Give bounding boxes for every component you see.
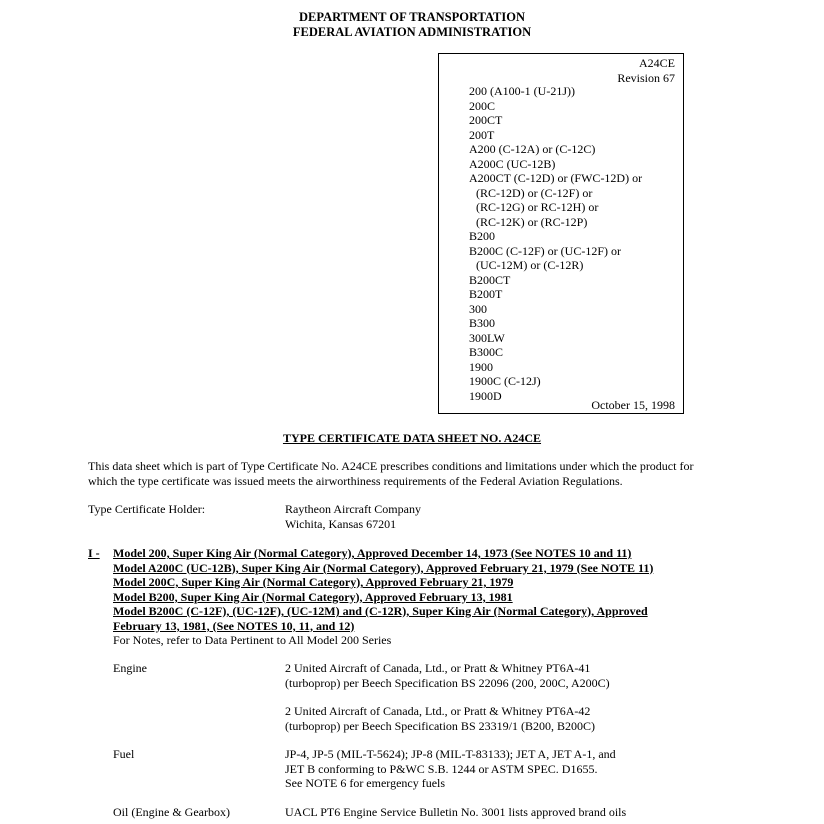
model-list-item: 1900D xyxy=(469,388,502,403)
model-list-item: 300LW xyxy=(469,330,505,345)
model-list-item: B300C xyxy=(469,345,504,359)
model-approval-line: February 13, 1981, (See NOTES 10, 11, and 12) xyxy=(113,618,355,633)
fuel-line: JET B conforming to P&WC S.B. 1244 or ASTM SPEC. D1655. xyxy=(285,761,598,776)
model-list-item: A200C (UC-12B) xyxy=(469,156,556,171)
model-approval-line: Model B200, Super King Air (Normal Category), Approved February 13, 1981 xyxy=(113,589,513,604)
revision-number: Revision 67 xyxy=(617,70,675,85)
holder-value xyxy=(285,502,421,531)
notes-reference: For Notes, refer to Data Pertinent to All Model 200 Series xyxy=(113,633,392,647)
engine-entry-1 xyxy=(285,661,610,690)
department-name: DEPARTMENT OF TRANSPORTATION xyxy=(299,10,525,24)
model-list-item: (RC-12K) or (RC-12P) xyxy=(476,214,588,229)
holder-label: Type Certificate Holder: xyxy=(88,502,206,516)
model-list-item: 1900 xyxy=(469,359,493,374)
holder-name: Raytheon Aircraft Company xyxy=(285,502,421,516)
certificate-number: A24CE xyxy=(639,56,675,70)
data-sheet-title: TYPE CERTIFICATE DATA SHEET NO. A24CE xyxy=(282,431,542,445)
fuel-label: Fuel xyxy=(113,747,135,761)
model-list xyxy=(469,84,642,403)
fuel-line: See NOTE 6 for emergency fuels xyxy=(285,776,446,790)
model-list-item: 200T xyxy=(469,127,495,142)
engine-line: (turboprop) per Beech Specification BS 23319/1 (B200, B200C) xyxy=(285,718,595,733)
intro-line: This data sheet which is part of Type Certificate No. A24CE prescribes conditions and limitations under which the product for xyxy=(88,459,694,473)
model-list-item: 1900C (C-12J) xyxy=(469,374,541,388)
model-list-item: B200CT xyxy=(469,272,511,287)
document-header xyxy=(0,10,824,39)
model-approval-line: Model A200C (UC-12B), Super King Air (Normal Category), Approved February 21, 1979 (See NOTE 11) xyxy=(113,560,654,575)
model-list-item: A200 (C-12A) or (C-12C) xyxy=(469,142,596,156)
intro-line: which the type certificate was issued meets the airworthiness requirements of the Federal Aviation Regulations. xyxy=(88,473,623,488)
model-approval-line: Model 200C, Super King Air (Normal Category), Approved February 21, 1979 xyxy=(113,575,514,589)
model-list-item: B200 xyxy=(469,229,496,243)
engine-line: 2 United Aircraft of Canada, Ltd., or Pratt & Whitney PT6A-42 xyxy=(285,704,591,718)
model-list-item: (RC-12D) or (C-12F) or xyxy=(476,185,593,200)
model-list-item: (UC-12M) or (C-12R) xyxy=(476,258,584,272)
model-list-item: (RC-12G) or RC-12H) or xyxy=(476,200,599,214)
revision-date: October 15, 1998 xyxy=(591,397,675,412)
model-list-item: B300 xyxy=(469,316,496,330)
engine-line: 2 United Aircraft of Canada, Ltd., or Pratt & Whitney PT6A-41 xyxy=(285,661,591,675)
section-models xyxy=(113,546,693,648)
engine-entry-2 xyxy=(285,704,595,733)
model-list-item: A200CT (C-12D) or (FWC-12D) or xyxy=(469,171,643,185)
model-list-item: 200CT xyxy=(469,113,503,127)
agency-name: FEDERAL AVIATION ADMINISTRATION xyxy=(292,24,532,39)
model-list-item: 200C xyxy=(469,98,496,113)
oil-label: Oil (Engine & Gearbox) xyxy=(113,805,230,819)
model-list-item: 300 xyxy=(469,301,487,316)
engine-label: Engine xyxy=(113,661,147,675)
model-approval-line: Model B200C (C-12F), (UC-12F), (UC-12M) and (C-12R), Super King Air (Normal Category), Approved xyxy=(113,604,648,618)
model-list-box xyxy=(438,53,684,414)
model-list-item: 200 (A100-1 (U-21J)) xyxy=(469,84,575,98)
fuel-line: JP-4, JP-5 (MIL-T-5624); JP-8 (MIL-T-83133); JET A, JET A-1, and xyxy=(285,747,616,761)
section-number: I - xyxy=(88,546,100,560)
model-list-item: B200T xyxy=(469,287,503,301)
fuel-value xyxy=(285,747,616,791)
model-list-item: B200C (C-12F) or (UC-12F) or xyxy=(469,243,621,258)
holder-address: Wichita, Kansas 67201 xyxy=(285,516,397,531)
certificate-reference xyxy=(617,56,675,85)
intro-paragraph xyxy=(88,459,728,488)
oil-value: UACL PT6 Engine Service Bulletin No. 3001 lists approved brand oils xyxy=(285,805,627,819)
model-approval-line: Model 200, Super King Air (Normal Category), Approved December 14, 1973 (See NOTES 10 and 11) xyxy=(113,546,632,560)
engine-line: (turboprop) per Beech Specification BS 22096 (200, 200C, A200C) xyxy=(285,675,610,690)
